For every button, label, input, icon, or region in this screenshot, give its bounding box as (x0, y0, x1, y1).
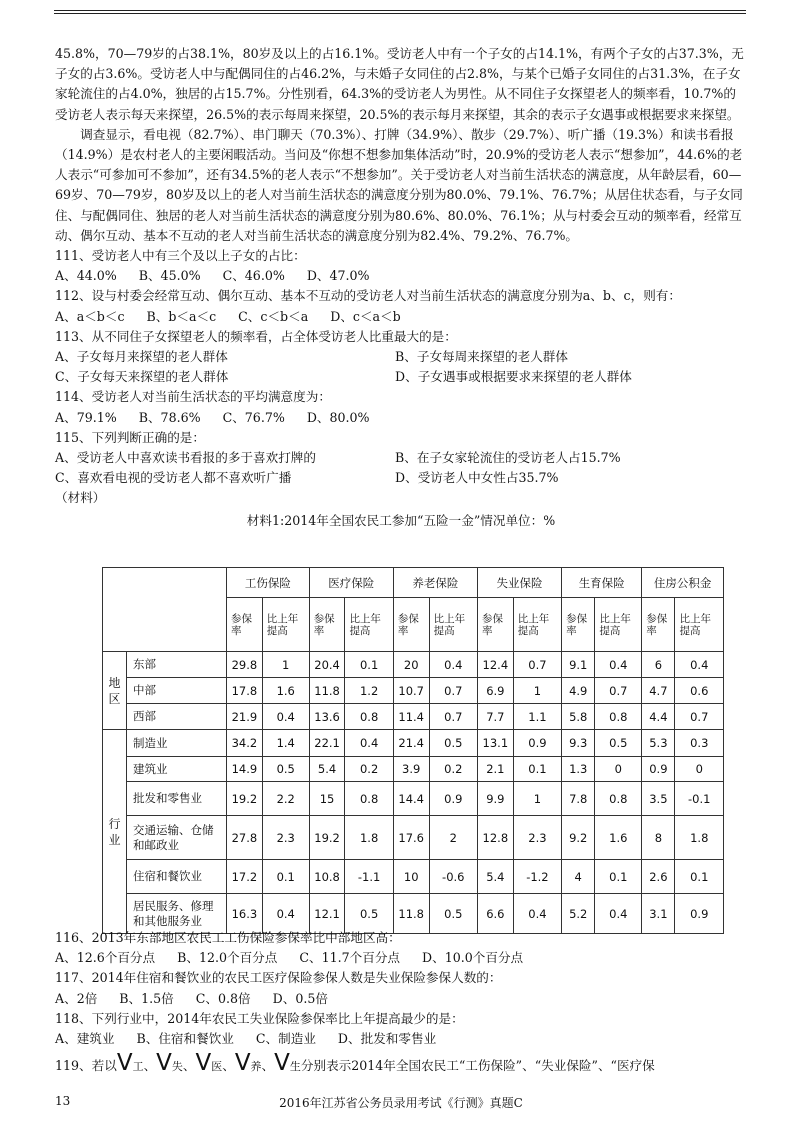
table-cell: 9.1 (562, 652, 595, 678)
subheader-change: 比上年提高 (345, 598, 393, 652)
page-number: 13 (55, 1094, 71, 1108)
subheader-change: 比上年提高 (429, 598, 477, 652)
header-rule-bottom (54, 13, 746, 14)
table-cell: 8 (642, 816, 675, 860)
row-label: 东部 (127, 652, 227, 678)
table-cell: 15 (309, 782, 345, 816)
q112-option-b: B、b＜a＜c (146, 308, 217, 324)
q117-option-a: A、2倍 (55, 990, 98, 1006)
q119-pre: 119、若以 (55, 1058, 117, 1074)
table-cell: 29.8 (227, 652, 263, 678)
q116-stem: 116、2013年东部地区农民工工伤保险参保率比中部地区高： (55, 930, 401, 945)
table-cell: -0.1 (675, 782, 724, 816)
q115-options-row1 (55, 448, 747, 468)
q112-option-c: C、c＜b＜a (238, 308, 309, 324)
group-header: 医疗保险 (309, 568, 393, 598)
table-cell: 1.6 (595, 816, 642, 860)
subheader-change: 比上年提高 (513, 598, 561, 652)
material-label: （材料） (55, 490, 106, 506)
table-cell: 1 (513, 782, 561, 816)
table-cell: 20 (393, 652, 429, 678)
table-cell: 1.2 (345, 678, 393, 704)
symbol-subscript: 失 (171, 1060, 183, 1074)
row-label: 住宿和餐饮业 (127, 860, 227, 894)
table-cell: 20.4 (309, 652, 345, 678)
table-cell: 9.2 (562, 816, 595, 860)
table-cell: 10.7 (393, 678, 429, 704)
q114-options (55, 408, 747, 428)
group-header: 养老保险 (393, 568, 477, 598)
symbol-subscript: 养 (250, 1060, 262, 1074)
table-cell: 2.3 (513, 816, 561, 860)
symbol-v: V (195, 1050, 212, 1077)
q113-options-row2 (55, 367, 747, 387)
q117-option-d: D、0.5倍 (272, 990, 328, 1006)
subheader-change: 比上年提高 (262, 598, 309, 652)
table-cell: 0.5 (429, 730, 477, 757)
q119-stem (55, 1050, 747, 1077)
q117-option-b: B、1.5倍 (119, 990, 174, 1006)
table-cell: -0.6 (429, 860, 477, 894)
table-cell: 0.7 (595, 678, 642, 704)
q113-option-d: D、子女遇事或根据要求来探望的老人群体 (395, 369, 632, 385)
table-cell: 0.9 (675, 894, 724, 934)
table-row (103, 652, 724, 678)
q119-post: 分别表示2014年全国农民工“工伤保险”、“失业保险”、“医疗保 (300, 1058, 655, 1074)
table-cell: 19.2 (309, 816, 345, 860)
table-cell: 0.9 (429, 782, 477, 816)
table-cell: 0.5 (595, 730, 642, 757)
table-cell: 9.3 (562, 730, 595, 757)
q113-stem: 113、从不同住子女探望老人的频率看，占全体受访老人比重最大的是： (55, 328, 457, 344)
table-cell: 0.7 (429, 678, 477, 704)
table-cell: 5.2 (562, 894, 595, 934)
q111-option-b: B、45.0% (138, 268, 201, 284)
q115-stem: 115、下列判断正确的是： (55, 429, 205, 445)
table-cell: 0.9 (513, 730, 561, 757)
row-label: 居民服务、修理和其他服务业 (127, 894, 227, 934)
table-cell: 11.8 (393, 894, 429, 934)
table-cell: 13.1 (477, 730, 513, 757)
variable-symbol (156, 1050, 183, 1077)
table-cell: 0.9 (642, 757, 675, 782)
subheader-rate: 参保率 (642, 598, 675, 652)
q113-option-b: B、子女每周来探望的老人群体 (395, 349, 568, 365)
table-cell: 0.5 (429, 894, 477, 934)
table-cell: 16.3 (227, 894, 263, 934)
q117-stem: 117、2014年住宿和餐饮业的农民工医疗保险参保人数是失业保险参保人数的： (55, 970, 502, 986)
table-cell: 21.9 (227, 704, 263, 730)
symbol-v: V (116, 1050, 133, 1077)
table-row (103, 730, 724, 757)
symbol-subscript: 工 (132, 1060, 144, 1074)
q113-option-c: C、子女每天来探望的老人群体 (55, 369, 229, 385)
q115-options-row2 (55, 468, 747, 488)
table-cell: 14.9 (227, 757, 263, 782)
table-cell: 4.4 (642, 704, 675, 730)
subheader-rate: 参保率 (393, 598, 429, 652)
table-cell: 0.4 (429, 652, 477, 678)
table-cell: 22.1 (309, 730, 345, 757)
table-cell: 3.1 (642, 894, 675, 934)
table-header-row (103, 568, 724, 598)
table-cell: 0.8 (345, 704, 393, 730)
table-cell: 0.4 (262, 704, 309, 730)
table-cell: 0.7 (429, 704, 477, 730)
table-cell: 0.5 (262, 757, 309, 782)
q112-option-d: D、c＜a＜b (330, 308, 401, 324)
group-header: 失业保险 (477, 568, 561, 598)
table-cell: 0.8 (345, 782, 393, 816)
table-cell: 5.8 (562, 704, 595, 730)
table-cell: 0.8 (595, 782, 642, 816)
q116-option-a: A、12.6个百分点 (55, 950, 156, 966)
subheader-rate: 参保率 (562, 598, 595, 652)
table-cell: 1.6 (262, 678, 309, 704)
table-cell: 21.4 (393, 730, 429, 757)
q118-option-c: C、制造业 (255, 1031, 316, 1047)
table-cell: 2.1 (477, 757, 513, 782)
table-cell: 1.4 (262, 730, 309, 757)
table-cell: 0.4 (262, 894, 309, 934)
q118-option-b: B、住宿和餐饮业 (136, 1031, 234, 1047)
group-header: 住房公积金 (642, 568, 724, 598)
table-cell: 1.8 (675, 816, 724, 860)
subheader-rate: 参保率 (309, 598, 345, 652)
table-cell: 2.2 (262, 782, 309, 816)
table-cell: 7.7 (477, 704, 513, 730)
table-cell: 0.1 (595, 860, 642, 894)
symbol-separator: 、 (182, 1058, 196, 1074)
q114-option-b: B、78.6% (138, 409, 201, 425)
q114-option-a: A、79.1% (55, 409, 117, 425)
symbol-v: V (274, 1050, 290, 1077)
table-cell: 11.8 (309, 678, 345, 704)
table-row (103, 678, 724, 704)
table-cell: 3.5 (642, 782, 675, 816)
table-cell: 0.4 (345, 730, 393, 757)
table-cell: 0.1 (262, 860, 309, 894)
table-cell: 11.4 (393, 704, 429, 730)
row-label: 制造业 (127, 730, 227, 757)
table-cell: 0.1 (513, 757, 561, 782)
row-label: 西部 (127, 704, 227, 730)
table-cell: 17.2 (227, 860, 263, 894)
q114-option-d: D、80.0% (306, 409, 370, 425)
q118-options (55, 1029, 747, 1049)
group-header: 工伤保险 (227, 568, 310, 598)
table-cell: 0.3 (675, 730, 724, 757)
row-label: 交通运输、仓储和邮政业 (127, 816, 227, 860)
table-cell: 6.6 (477, 894, 513, 934)
q111-stem: 111、受访老人中有三个及以上子女的占比： (55, 248, 306, 264)
questions-lower (55, 928, 747, 1077)
table-cell: -1.2 (513, 860, 561, 894)
symbol-v: V (234, 1050, 251, 1077)
table-cell: 19.2 (227, 782, 263, 816)
q119-symbols (116, 1050, 301, 1077)
table-caption: 材料1:2014年全国农民工参加“五险一金”情况单位：% (246, 512, 556, 528)
q118-option-a: A、建筑业 (55, 1031, 115, 1047)
table-cell: 5.4 (309, 757, 345, 782)
table-row (103, 757, 724, 782)
table-cell: 0.1 (675, 860, 724, 894)
table-cell: 4.9 (562, 678, 595, 704)
q115-option-a: A、受访老人中喜欢读书看报的多于喜欢打牌的 (55, 450, 316, 466)
insurance-table (102, 567, 724, 934)
table-cell: 9.9 (477, 782, 513, 816)
q117-options (55, 989, 747, 1009)
table-cell: 1.3 (562, 757, 595, 782)
table-cell: 12.8 (477, 816, 513, 860)
q115-option-d: D、受访老人中女性占35.7% (395, 470, 559, 486)
table-cell: 6.9 (477, 678, 513, 704)
variable-symbol (116, 1050, 144, 1077)
q112-stem: 112、设与村委会经常互动、偶尔互动、基本不互动的受访老人对当前生活状态的满意度分别为a、b、c，则有： (55, 288, 681, 304)
q112-option-a: A、a＜b＜c (55, 308, 125, 324)
table-cell: 5.4 (477, 860, 513, 894)
header-rule-top (54, 10, 746, 11)
q111-options (55, 266, 747, 286)
table-cell: 1 (262, 652, 309, 678)
q116-option-d: D、10.0个百分点 (422, 950, 524, 966)
row-label: 批发和零售业 (127, 782, 227, 816)
q111-option-c: C、46.0% (222, 268, 285, 284)
paragraph-1: 45.8%，70—79岁的占38.1%，80岁及以上的占16.1%。受访老人中有一个子女的占14.1%，有两个子女的占37.3%，无子女的占3.6%。受访老人中与配偶同住的占46.2%，与未婚子女同住的占2.8%，与某个已婚子女同住的占31.3%，在子女家轮流住的占4.0%，独居的占15.7%。分性别看，64.3%的受访老人为男性。从不同住子女探望老人的频率看，10.7%的受访老人表示每天来探望，26.5%的表示每周来探望，20.5%的表示每月来探望，其余的表示子女遇事或根据要求来探望。 (55, 46, 744, 122)
table-cell: 12.1 (309, 894, 345, 934)
table-cell: 0.2 (429, 757, 477, 782)
q112-options (55, 307, 747, 327)
table-cell: 4 (562, 860, 595, 894)
symbol-subscript: 医 (211, 1060, 223, 1074)
table-cell: 0.7 (675, 704, 724, 730)
table-cell: 0.7 (513, 652, 561, 678)
subheader-rate: 参保率 (477, 598, 513, 652)
table-row (103, 860, 724, 894)
row-label: 建筑业 (127, 757, 227, 782)
table-cell: 0.4 (513, 894, 561, 934)
group-header: 生育保险 (562, 568, 642, 598)
q113-options-row1 (55, 347, 747, 367)
q113-option-a: A、子女每月来探望的老人群体 (55, 349, 228, 365)
symbol-v: V (156, 1050, 172, 1077)
subheader-change: 比上年提高 (595, 598, 642, 652)
q114-stem: 114、受访老人对当前生活状态的平均满意度为： (55, 389, 331, 405)
corner-cell (103, 568, 227, 652)
table-row (103, 782, 724, 816)
region-group-label: 地 区 (103, 652, 127, 730)
table-cell: 0.1 (345, 652, 393, 678)
table-cell: 2 (429, 816, 477, 860)
symbol-separator: 、 (261, 1058, 275, 1074)
q115-option-b: B、在子女家轮流住的受访老人占15.7% (395, 450, 621, 466)
variable-symbol (195, 1050, 223, 1077)
table-cell: 1 (513, 678, 561, 704)
table-cell: 0.2 (345, 757, 393, 782)
q115-option-c: C、喜欢看电视的受访老人都不喜欢听广播 (55, 470, 292, 486)
table-cell: 4.7 (642, 678, 675, 704)
table-cell: 0.4 (595, 652, 642, 678)
symbol-subscript: 生 (289, 1060, 301, 1074)
table-cell: 0.5 (345, 894, 393, 934)
table-cell: 0.8 (595, 704, 642, 730)
table-cell: 27.8 (227, 816, 263, 860)
table-cell: 2.3 (262, 816, 309, 860)
q118-stem: 118、下列行业中，2014年农民工失业保险参保率比上年提高最少的是： (55, 1010, 464, 1026)
q111-option-a: A、44.0% (55, 268, 117, 284)
industry-group-label: 行 业 (103, 730, 127, 934)
table-cell: 2.6 (642, 860, 675, 894)
table-cell: 0 (595, 757, 642, 782)
subheader-rate: 参保率 (227, 598, 263, 652)
table-cell: 6 (642, 652, 675, 678)
page-content (55, 44, 747, 535)
table-cell: 17.8 (227, 678, 263, 704)
q111-option-d: D、47.0% (306, 268, 370, 284)
q114-option-c: C、76.7% (222, 409, 285, 425)
table-cell: 3.9 (393, 757, 429, 782)
table-cell: 17.6 (393, 816, 429, 860)
table-row (103, 816, 724, 860)
q116-option-c: C、11.7个百分点 (299, 950, 401, 966)
table-cell: 10 (393, 860, 429, 894)
q117-option-c: C、0.8倍 (195, 990, 251, 1006)
table-cell: 10.8 (309, 860, 345, 894)
q116-option-b: B、12.0个百分点 (177, 950, 278, 966)
table-cell: -1.1 (345, 860, 393, 894)
q116-options (55, 948, 747, 968)
variable-symbol (274, 1050, 301, 1077)
symbol-separator: 、 (222, 1058, 235, 1074)
footer-title: 2016年江苏省公务员录用考试《行测》真题C (279, 1096, 523, 1110)
table-cell: 0.4 (595, 894, 642, 934)
paragraph-2: 调查显示，看电视（82.7%）、串门聊天（70.3%）、打牌（34.9%）、散步（29.7%）、听广播（19.3%）和读书看报（14.9%）是农村老人的主要闲暇活动。当问及“你想不想参加集体活动”时，20.9%的受访老人表示“想参加”，44.6%的老人表示“可参加可不参加”，还有34.5%的老人表示“不想参加”。关于受访老人对当前生活状态的满意度，从年龄层看，60—69岁、70—79岁，80岁及以上的老人对当前生活状态的满意度分别为80.0%、79.1%、76.7%；从居住状态看，与子女同住、与配偶同住、独居的老人对当前生活状态的满意度分别为80.6%、80.0%、76.1%；从与村委会互动的频率看，经常互动、偶尔互动、基本不互动的老人对当前生活状态的满意度分别为82.4%、79.2%、76.7%。 (55, 126, 743, 243)
table-row (103, 704, 724, 730)
table-cell: 14.4 (393, 782, 429, 816)
table-cell: 0 (675, 757, 724, 782)
symbol-separator: 、 (143, 1058, 157, 1074)
q118-option-d: D、批发和零售业 (337, 1031, 437, 1047)
table-cell: 1.8 (345, 816, 393, 860)
variable-symbol (234, 1050, 262, 1077)
table-cell: 34.2 (227, 730, 263, 757)
table-cell: 5.3 (642, 730, 675, 757)
table-cell: 12.4 (477, 652, 513, 678)
subheader-change: 比上年提高 (675, 598, 724, 652)
table-cell: 0.4 (675, 652, 724, 678)
row-label: 中部 (127, 678, 227, 704)
table-cell: 0.6 (675, 678, 724, 704)
table-cell: 7.8 (562, 782, 595, 816)
table-cell: 1.1 (513, 704, 561, 730)
table-cell: 13.6 (309, 704, 345, 730)
